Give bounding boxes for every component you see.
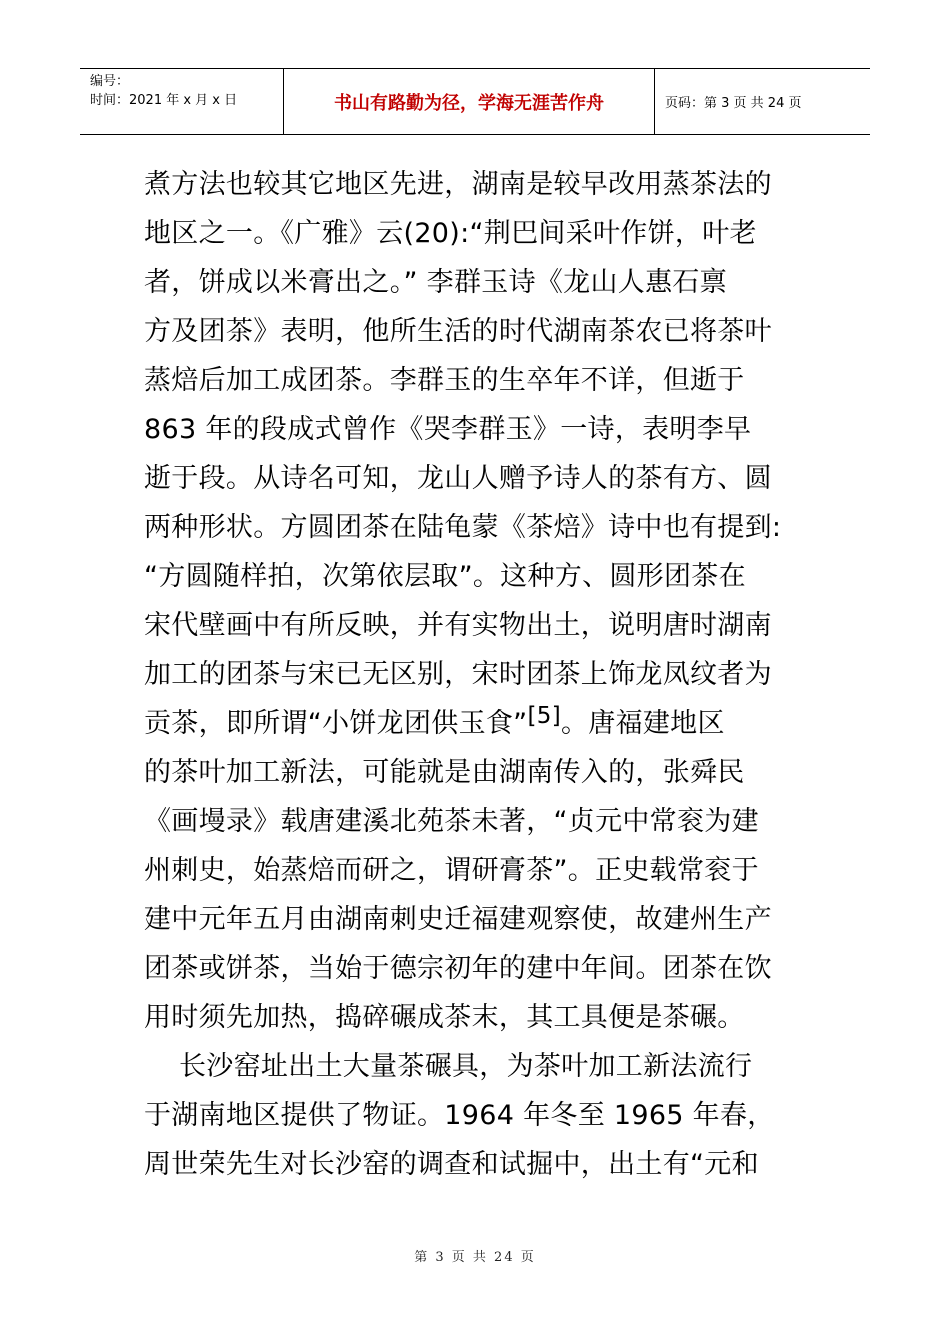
header-page-cell xyxy=(655,69,870,134)
text-line: 加工的团茶与宋已无区别，宋时团茶上饰龙凤纹者为 xyxy=(144,659,772,690)
paragraph-first-line: 长沙窑址出土大量茶碾具，为茶叶加工新法流行 xyxy=(179,1051,753,1082)
text-line: 逝于段。从诗名可知，龙山人赠予诗人的茶有方、圆 xyxy=(144,463,772,494)
text-line: 地区之一。《广雅》云(20):“荆巴间采叶作饼，叶老 xyxy=(144,218,757,249)
page-label: 页码：第 3 页 共 24 页 xyxy=(665,96,802,111)
text-line: 两种形状。方圆团茶在陆龟蒙《茶焙》诗中也有提到: xyxy=(144,512,782,543)
text-segment: 贡茶，即所谓“小饼龙团供玉食” xyxy=(144,708,528,739)
text-line: 方及团茶》表明，他所生活的时代湖南茶农已将茶叶 xyxy=(144,316,772,347)
text-line: 于湖南地区提供了物证。1964 年冬至 1965 年春， xyxy=(144,1100,775,1131)
number-label: 编号： xyxy=(90,74,130,89)
text-line: 《画墁录》载唐建溪北苑茶未著，“贞元中常衮为建 xyxy=(144,806,759,837)
text-line: 宋代壁画中有所反映，并有实物出土，说明唐时湖南 xyxy=(144,610,772,641)
text-line: 州刺史，始蒸焙而研之，谓研膏茶”。正史载常衮于 xyxy=(144,855,759,886)
text-line: “方圆随样拍，次第依层取”。这种方、圆形团茶在 xyxy=(144,561,746,592)
text-line: 团茶或饼茶，当始于德宗初年的建中年间。团茶在饮 xyxy=(144,953,772,984)
text-line: 863 年的段成式曾作《哭李群玉》一诗，表明李早 xyxy=(144,414,752,445)
text-line: 煮方法也较其它地区先进，湖南是较早改用蒸茶法的 xyxy=(144,169,772,200)
text-line: 建中元年五月由湖南刺史迁福建观察使，故建州生产 xyxy=(144,904,772,935)
motto-text: 书山有路勤为径，学海无涯苦作舟 xyxy=(334,92,604,114)
text-segment: 。唐福建地区 xyxy=(560,708,725,739)
text-line: 的茶叶加工新法，可能就是由湖南传入的，张舜民 xyxy=(144,757,745,788)
text-line-with-citation xyxy=(144,699,814,748)
header-meta-cell xyxy=(80,69,283,134)
document-body xyxy=(144,160,814,1189)
date-label: 时间：2021 年 x 月 x 日 xyxy=(90,93,238,108)
text-line: 用时须先加热，捣碎碾成茶末，其工具便是茶碾。 xyxy=(144,1002,745,1033)
page-footer xyxy=(0,1246,950,1265)
citation-ref: [5] xyxy=(527,703,561,729)
text-line: 者，饼成以米膏出之。” 李群玉诗《龙山人惠石禀 xyxy=(144,267,727,298)
text-line: 蒸焙后加工成团茶。李群玉的生卒年不详，但逝于 xyxy=(144,365,745,396)
footer-page-number: 第 3 页 共 24 页 xyxy=(414,1250,536,1265)
text-line: 周世荣先生对长沙窑的调查和试掘中，出土有“元和 xyxy=(144,1149,759,1180)
page-header xyxy=(80,68,870,135)
header-motto-cell xyxy=(283,69,655,134)
